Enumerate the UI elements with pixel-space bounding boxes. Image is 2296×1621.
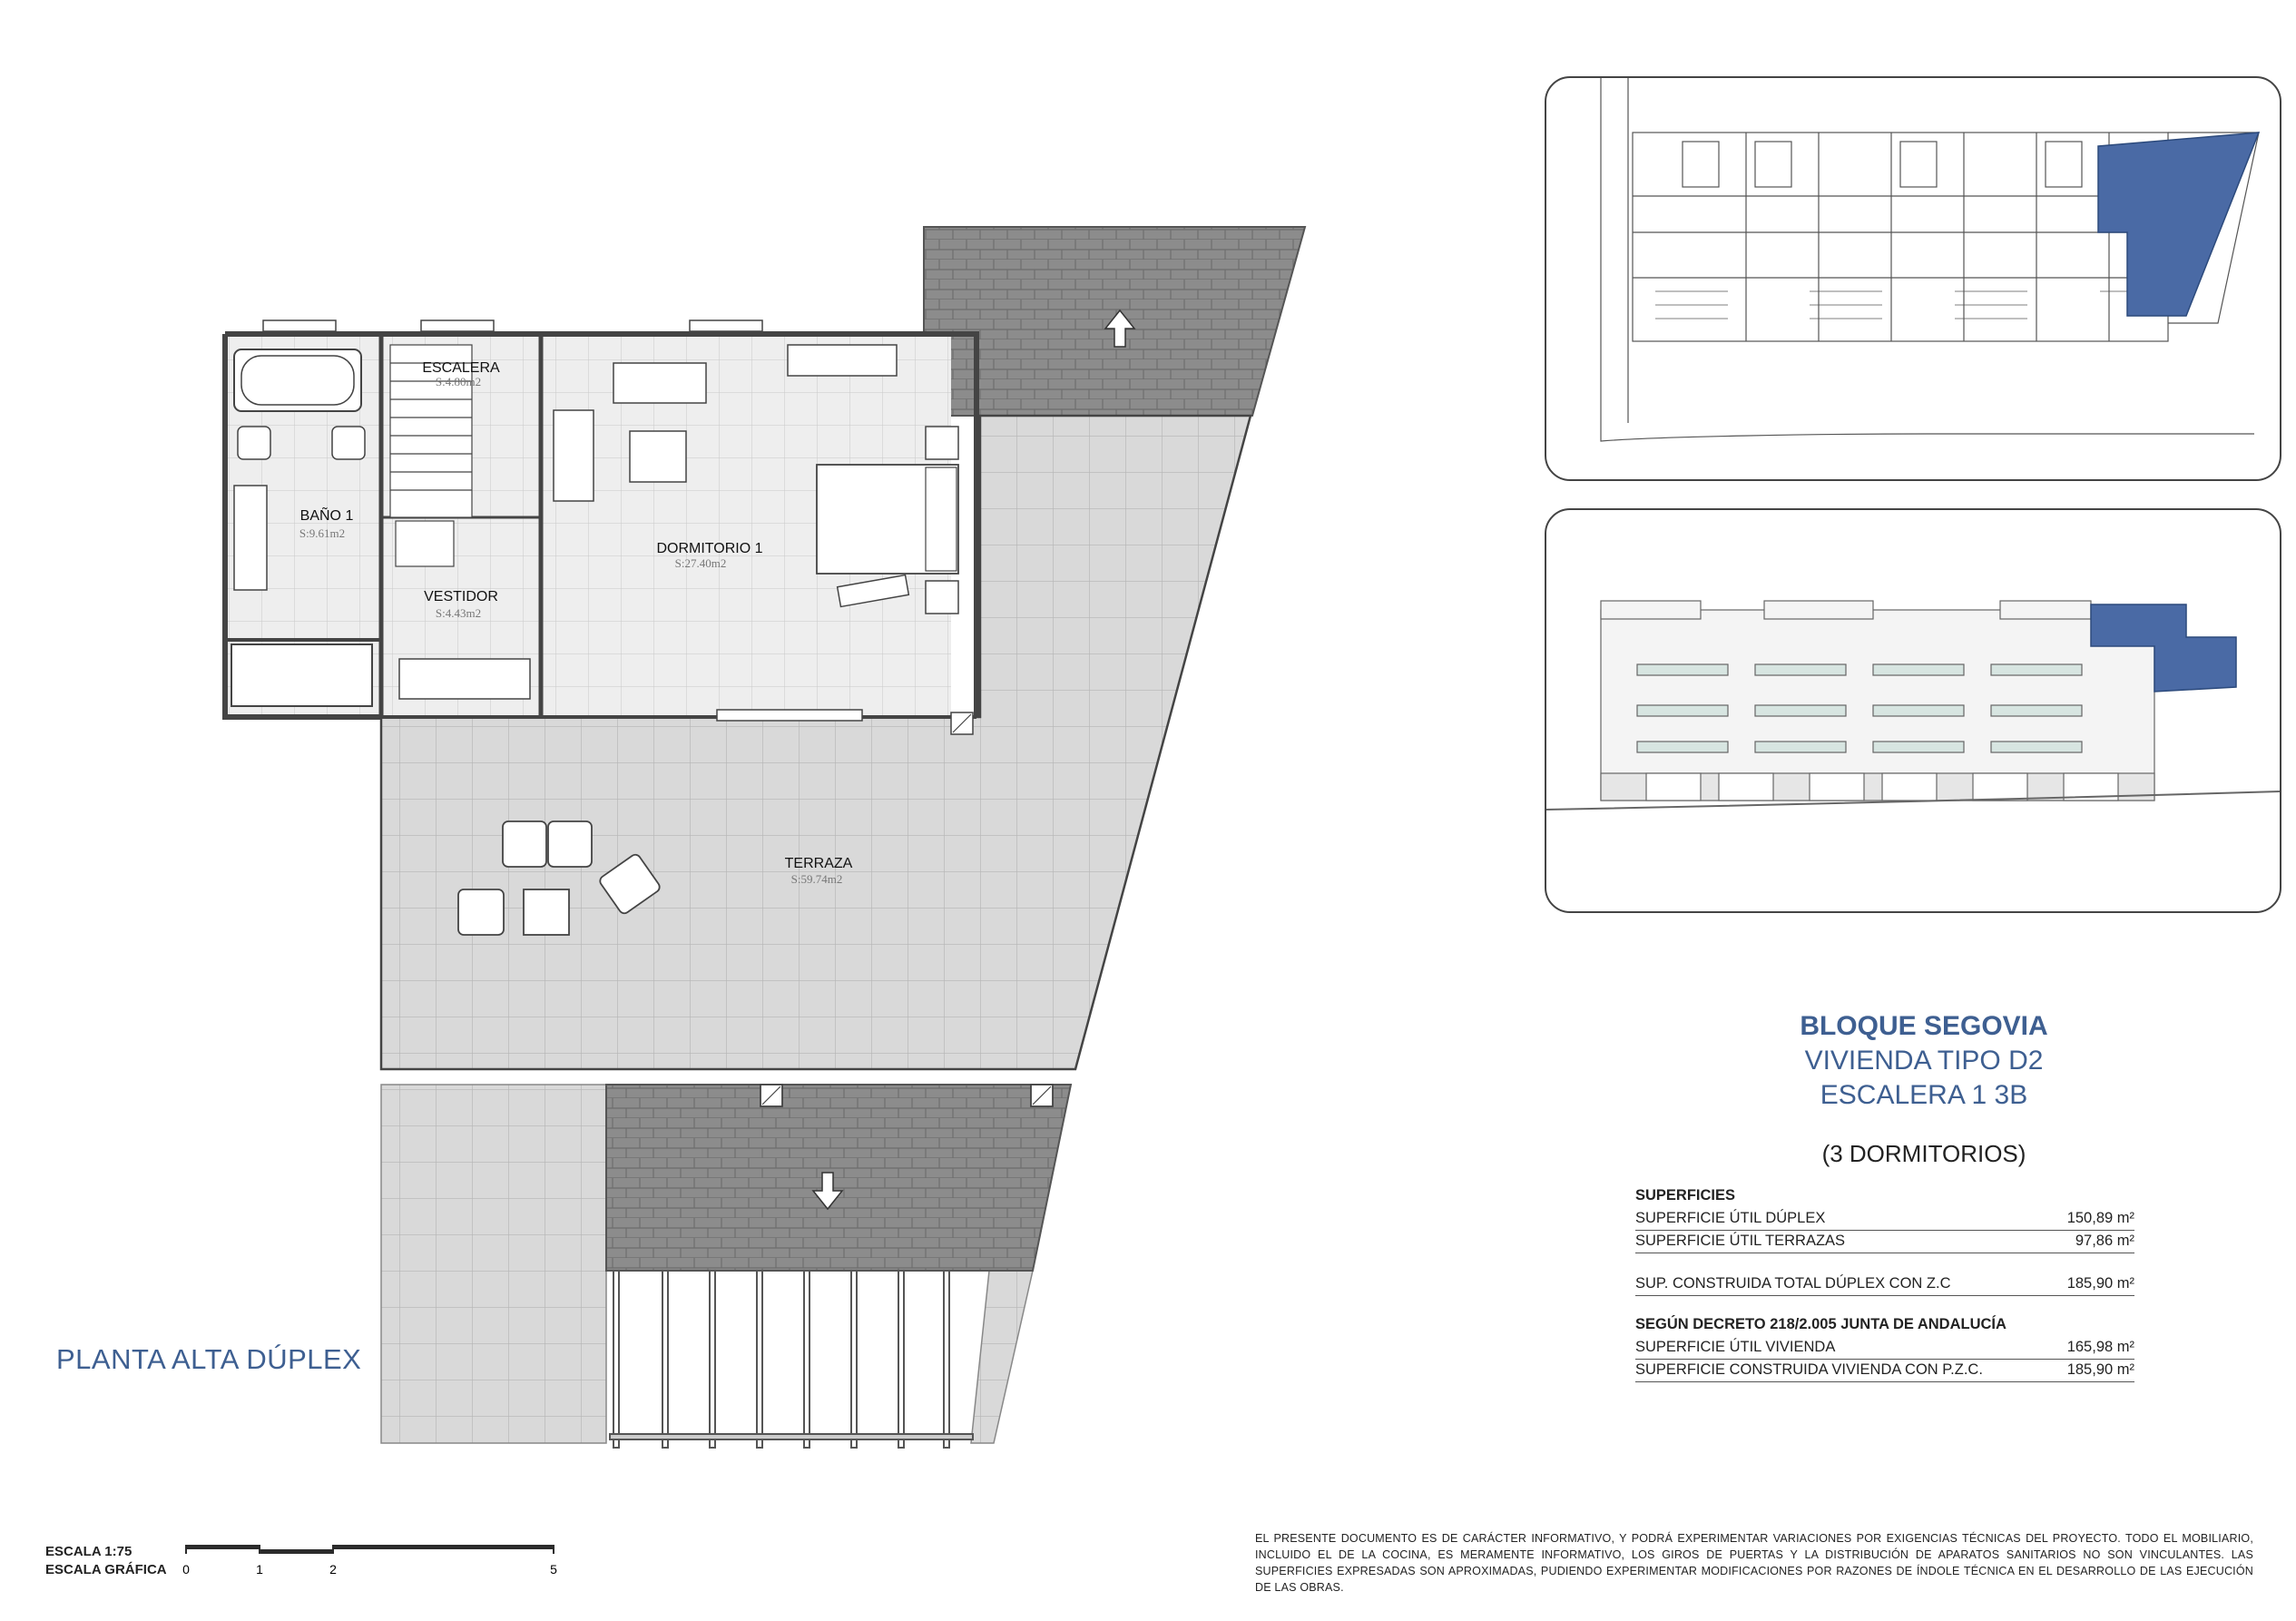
area-row — [1635, 1360, 2134, 1382]
area-row — [1635, 1231, 2134, 1253]
room-name-terraza: TERRAZA — [784, 856, 853, 871]
scale-graphic-label: ESCALA GRÁFICA — [45, 1562, 167, 1577]
area-row — [1635, 1273, 2134, 1296]
scale-tick: 2 — [329, 1562, 337, 1577]
area-value: 165,98 m² — [2066, 1339, 2134, 1355]
decree-header: SEGÚN DECRETO 218/2.005 JUNTA DE ANDALUCÍA — [1635, 1316, 2007, 1332]
room-name-bano: BAÑO 1 — [299, 508, 354, 524]
scale-tick: 1 — [256, 1562, 263, 1577]
roof-bottom — [606, 1085, 1071, 1271]
area-value: 150,89 m² — [2066, 1210, 2134, 1226]
scale-ratio: ESCALA 1:75 — [45, 1544, 132, 1559]
scale-tick: 5 — [550, 1562, 557, 1577]
disclaimer-text: EL PRESENTE DOCUMENTO ES DE CARÁCTER INFORMATIVO, Y PODRÁ EXPERIMENTAR VARIACIONES POR EXIGENCIAS TÉCNICAS DEL PROYECTO. TODO EL MOBILIARIO, INCLUIDO EL DE LA COCINA, ES MERAMENTE INFORMATIVO, LOS GIROS DE PUERTAS Y LA DISTRIBUCIÓN DE APARATOS SANITARIOS NO SON VINCULANTES. LAS SUPERFICIES EXPRESADAS SON APROXIMADAS, PUDIENDO EXPERIMENTAR MODIFICACIONES POR RAZONES DE ÍNDOLE TÉCNICA EN EL DESARROLLO DE LAS EJECUCIÓN DE LAS OBRAS. — [1255, 1532, 2253, 1594]
room-area-vestidor: S:4.43m2 — [435, 606, 482, 620]
highlighted-unit-plan — [2098, 133, 2259, 316]
pergola — [610, 1271, 973, 1448]
scale-bar — [182, 1541, 563, 1587]
area-label: SUPERFICIE ÚTIL DÚPLEX — [1635, 1210, 1826, 1226]
key-plan-panel — [1545, 76, 2281, 481]
area-value: 185,90 m² — [2066, 1275, 2134, 1292]
room-name-escalera: ESCALERA — [422, 360, 500, 376]
area-value: 185,90 m² — [2066, 1361, 2134, 1378]
room-area-escalera: S:4.80m2 — [435, 375, 482, 388]
areas-header: SUPERFICIES — [1635, 1187, 1736, 1203]
scale-labels — [45, 1543, 167, 1579]
room-area-bano: S:9.61m2 — [299, 526, 346, 540]
room-area-terraza: S:59.74m2 — [790, 872, 843, 886]
area-row — [1635, 1337, 2134, 1360]
area-value: 97,86 m² — [2075, 1233, 2134, 1249]
area-label: SUPERFICIE ÚTIL TERRAZAS — [1635, 1233, 1846, 1249]
room-name-dormitorio: DORMITORIO 1 — [656, 541, 763, 556]
area-label: SUPERFICIE CONSTRUIDA VIVIENDA CON P.Z.C. — [1635, 1361, 1983, 1378]
plan-title: PLANTA ALTA DÚPLEX — [56, 1343, 362, 1375]
scale-tick: 0 — [182, 1562, 190, 1577]
bedroom-count: (3 DORMITORIOS) — [1821, 1140, 2026, 1167]
area-label: SUPERFICIE ÚTIL VIVIENDA — [1635, 1339, 1836, 1355]
elevation-thumbnail — [1546, 510, 2280, 911]
area-row — [1635, 1208, 2134, 1231]
unit-type: VIVIENDA TIPO D2 — [1804, 1046, 2044, 1076]
site-plan-thumbnail — [1546, 78, 2280, 479]
room-name-vestidor: VESTIDOR — [424, 589, 498, 604]
key-elevation-panel — [1545, 508, 2281, 913]
stair-unit: ESCALERA 1 3B — [1820, 1080, 2028, 1110]
title-block — [1706, 1009, 2142, 1168]
areas-table — [1635, 1187, 2134, 1382]
area-label: SUP. CONSTRUIDA TOTAL DÚPLEX CON Z.C — [1635, 1275, 1951, 1292]
roof-top — [924, 227, 1305, 416]
room-area-dormitorio: S:27.40m2 — [674, 556, 727, 570]
building-name: BLOQUE SEGOVIA — [1800, 1011, 2048, 1041]
